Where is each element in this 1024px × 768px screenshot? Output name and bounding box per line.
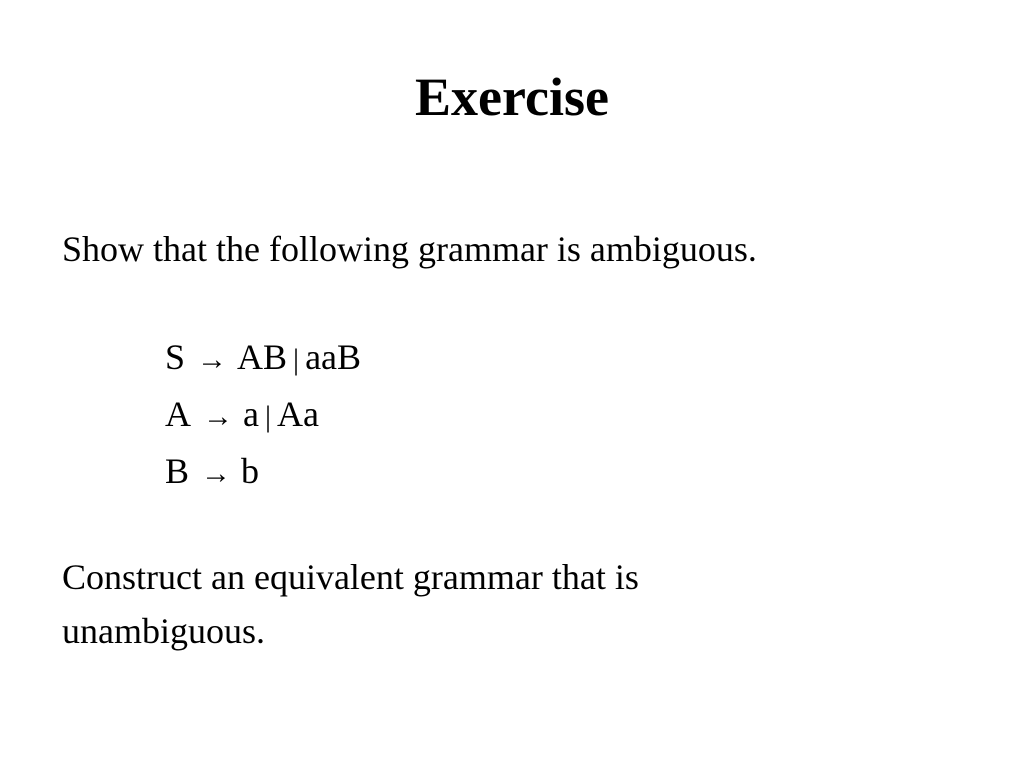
rule-lhs: S (165, 337, 186, 377)
arrow-icon: → (197, 343, 228, 376)
arrow-icon: → (201, 457, 232, 490)
grammar-rule-b (165, 444, 361, 501)
alternation-bar: | (293, 343, 300, 376)
grammar-rules (165, 330, 361, 501)
rule-alternative: a (243, 394, 259, 434)
rule-alternative: b (241, 451, 260, 491)
grammar-rule-s (165, 330, 361, 387)
alternation-bar: | (264, 400, 271, 433)
slide-title: Exercise (415, 67, 609, 127)
task-text (62, 550, 639, 658)
arrow-icon: → (203, 400, 233, 433)
rule-lhs: B (165, 451, 190, 491)
rule-alternative: aaB (305, 337, 362, 377)
rule-lhs: A (165, 394, 191, 434)
task-line: unambiguous. (62, 611, 265, 651)
instruction-text: Show that the following grammar is ambiguous. (62, 229, 757, 269)
grammar-rule-a (165, 387, 361, 444)
task-line: Construct an equivalent grammar that is (62, 557, 639, 597)
rule-alternative: Aa (277, 394, 319, 434)
rule-alternative: AB (237, 337, 288, 377)
